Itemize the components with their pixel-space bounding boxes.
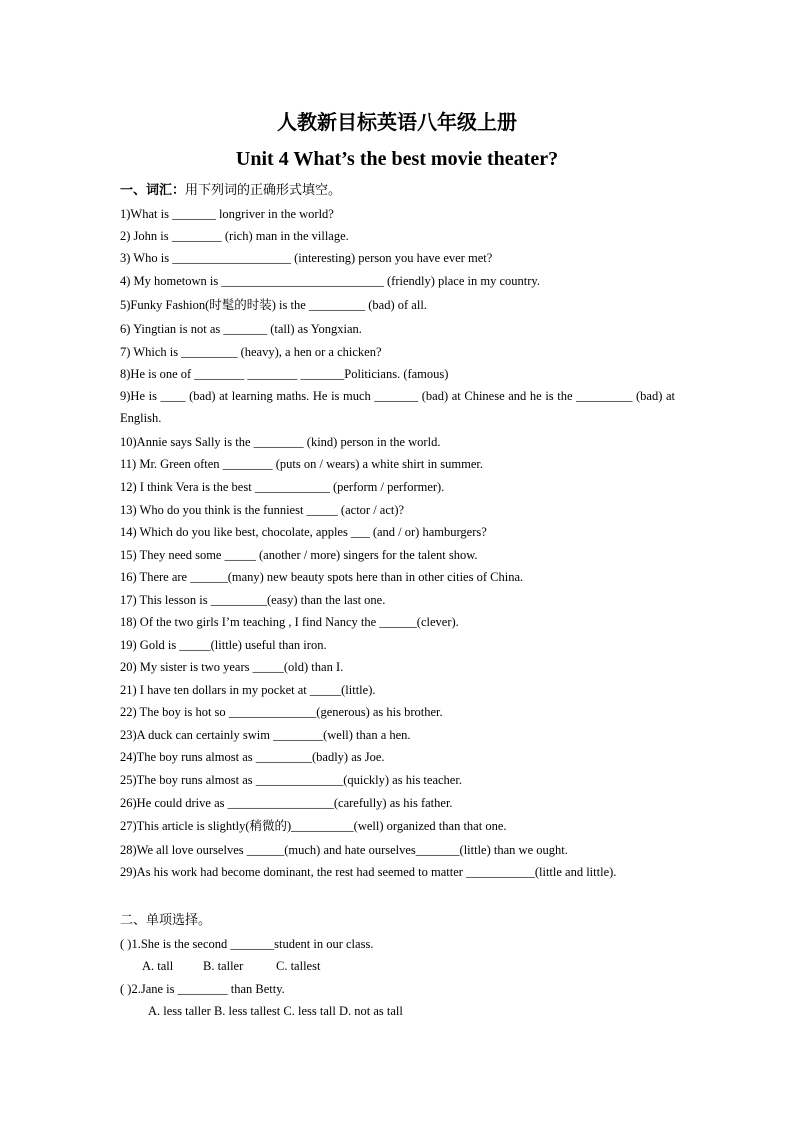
exercise-item-13: 13) Who do you think is the funniest _____ (actor / act)? bbox=[120, 503, 405, 517]
exercise-item-20: 20) My sister is two years _____(old) than I. bbox=[120, 660, 344, 674]
mc-q1-option-a: A. tall bbox=[142, 959, 174, 973]
section2-heading: 二、单项选择。 bbox=[120, 913, 212, 928]
exercise-item-5: 5)Funky Fashion(时髦的时装) is the _________ (bad) of all. bbox=[120, 298, 427, 312]
exercise-item-10: 10)Annie says Sally is the ________ (kind) person in the world. bbox=[120, 435, 441, 449]
exercise-item-17: 17) This lesson is _________(easy) than the last one. bbox=[120, 593, 386, 607]
mc-q1-option-c: C. tallest bbox=[276, 959, 321, 973]
exercise-item-27: 27)This article is slightly(稍微的)__________(well) organized than that one. bbox=[120, 819, 507, 833]
mc-q1-option-b: B. taller bbox=[203, 959, 244, 973]
section1-heading-rest: 用下列词的正确形式填空。 bbox=[185, 183, 342, 198]
exercise-item-26: 26)He could drive as _________________(carefully) as his father. bbox=[120, 796, 453, 810]
exercise-item-9: 9)He is ____ (bad) at learning maths. He is much _______ (bad) at Chinese and he is the _________ (bad) at English. bbox=[120, 389, 675, 425]
exercise-item-7: 7) Which is _________ (heavy), a hen or a chicken? bbox=[120, 345, 382, 359]
mc-question-2: ( )2.Jane is ________ than Betty. bbox=[120, 982, 285, 996]
exercise-item-28: 28)We all love ourselves ______(much) and hate ourselves_______(little) than we ought. bbox=[120, 843, 568, 857]
mc-question-1: ( )1.She is the second _______student in our class. bbox=[120, 937, 374, 951]
exercise-item-14: 14) Which do you like best, chocolate, apples ___ (and / or) hamburgers? bbox=[120, 525, 487, 539]
unit-title: Unit 4 What’s the best movie theater? bbox=[235, 148, 559, 170]
section1-heading bbox=[120, 179, 341, 198]
page-title: 人教新目标英语八年级上册 bbox=[277, 110, 517, 134]
exercise-item-6: 6) Yingtian is not as _______ (tall) as Yongxian. bbox=[120, 322, 362, 336]
exercise-item-24: 24)The boy runs almost as _________(badly) as Joe. bbox=[120, 750, 385, 764]
exercise-item-25: 25)The boy runs almost as ______________(quickly) as his teacher. bbox=[120, 773, 462, 787]
exercise-item-4: 4) My hometown is __________________________ (friendly) place in my country. bbox=[120, 274, 540, 288]
exercise-item-12: 12) I think Vera is the best ____________ (perform / performer). bbox=[120, 480, 445, 494]
exercise-item-15: 15) They need some _____ (another / more) singers for the talent show. bbox=[120, 548, 478, 562]
exercise-item-18: 18) Of the two girls I’m teaching , I find Nancy the ______(clever). bbox=[120, 615, 459, 629]
exercise-item-21: 21) I have ten dollars in my pocket at _____(little). bbox=[120, 683, 376, 697]
exercise-item-2: 2) John is ________ (rich) man in the village. bbox=[120, 229, 349, 243]
exercise-item-11: 11) Mr. Green often ________ (puts on / wears) a white shirt in summer. bbox=[120, 457, 484, 471]
exercise-item-16: 16) There are ______(many) new beauty spots here than in other cities of China. bbox=[120, 570, 524, 584]
exercise-item-1: 1)What is _______ longriver in the world? bbox=[120, 207, 334, 221]
exercise-item-29: 29)As his work had become dominant, the rest had seemed to matter ___________(little and little). bbox=[120, 865, 617, 879]
section1-heading-prefix: 一、词汇： bbox=[120, 183, 186, 198]
exercise-item-19: 19) Gold is _____(little) useful than iron. bbox=[120, 638, 327, 652]
exercise-item-3: 3) Who is ___________________ (interesting) person you have ever met? bbox=[120, 251, 493, 265]
exercise-item-8: 8)He is one of ________ ________ _______Politicians. (famous) bbox=[120, 367, 449, 381]
mc-q2-options: A. less taller B. less tallest C. less tall D. not as tall bbox=[148, 1004, 403, 1018]
exercise-item-23: 23)A duck can certainly swim ________(well) than a hen. bbox=[120, 728, 411, 742]
exercise-item-22: 22) The boy is hot so ______________(generous) as his brother. bbox=[120, 705, 443, 719]
